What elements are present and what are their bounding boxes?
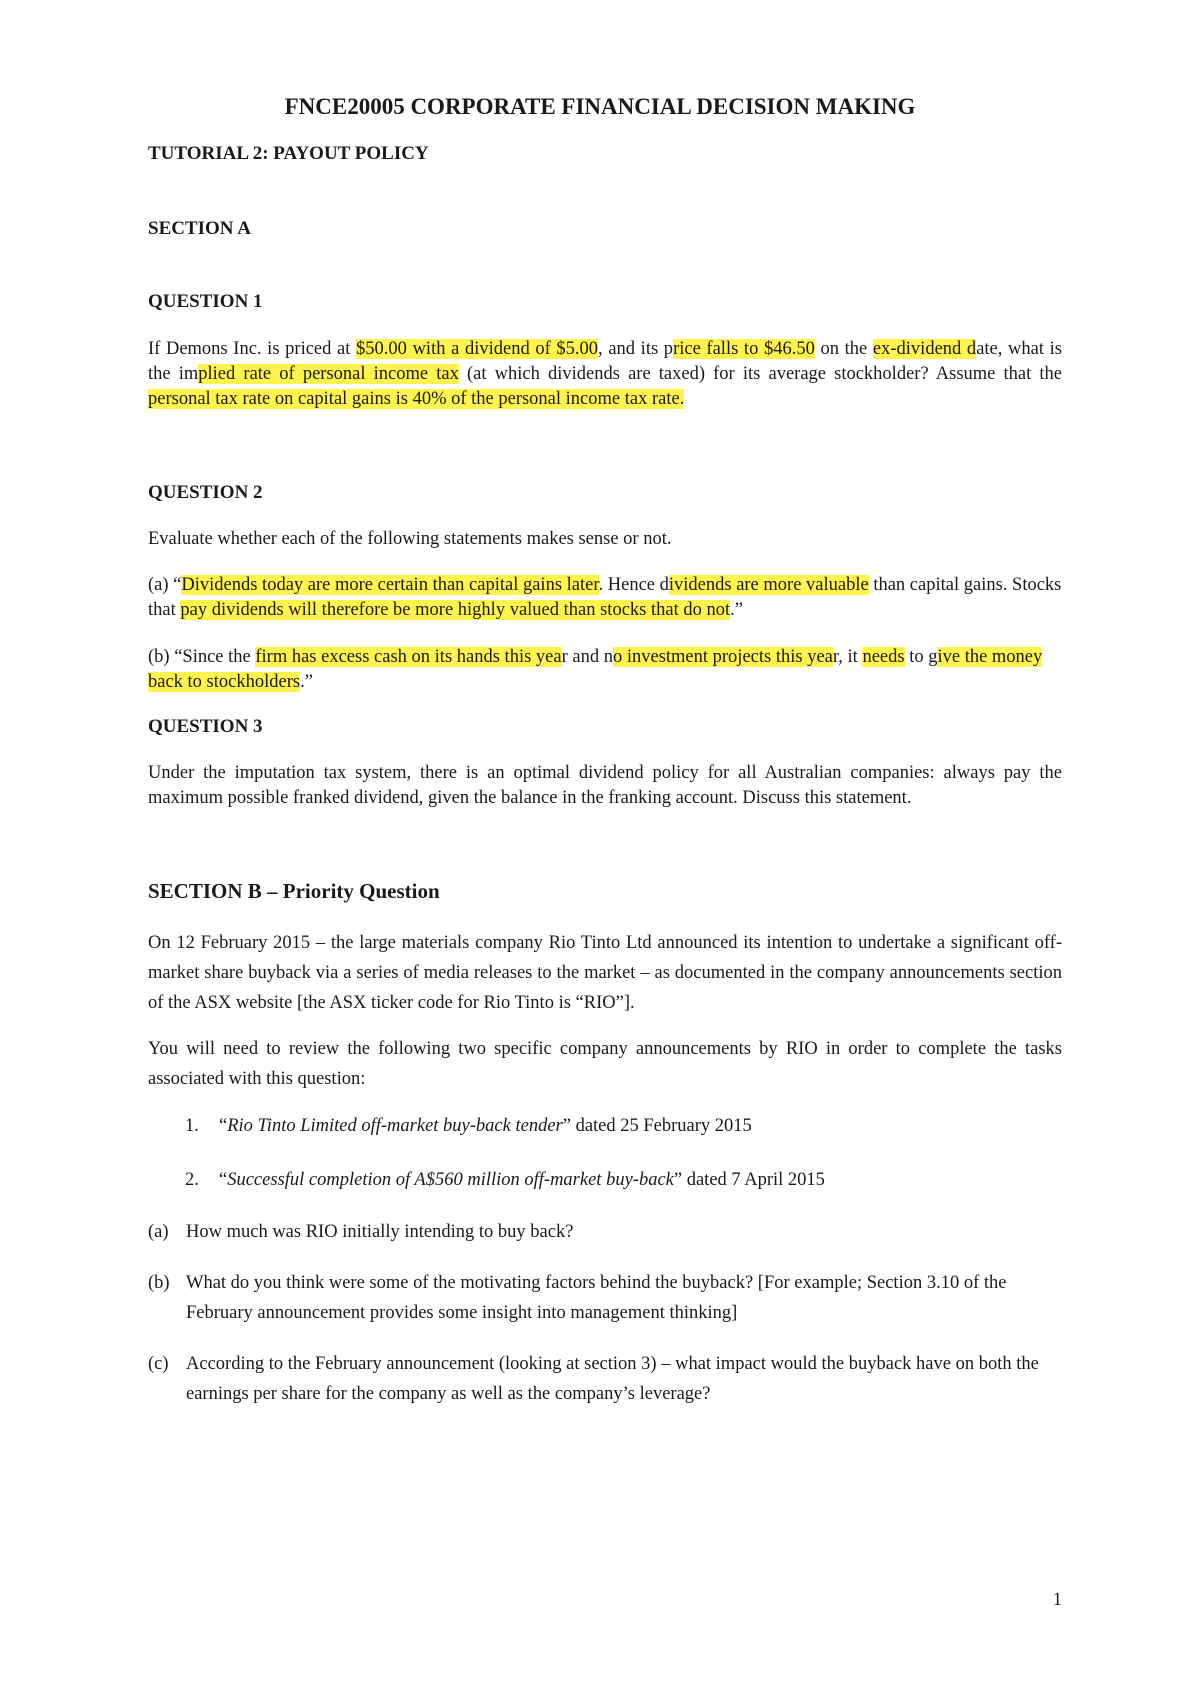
- task-label: (a): [148, 1222, 169, 1242]
- question-3-text: Under the imputation tax system, there is an optimal dividend policy for all Australian companies: always pay the maximum possible franked dividend, given the balance in the franking account. Discuss this statement.: [148, 763, 1062, 808]
- section-a-heading: SECTION A: [148, 218, 251, 239]
- highlight: ividends are more valuable: [668, 575, 869, 595]
- section-b-paragraph-1: On 12 February 2015 – the large materials company Rio Tinto Ltd announced its intention to undertake a significant off-market share buyback via a series of media releases to the market – as documented in the company announcements section of the ASX website [the ASX ticker code for Rio Tinto is “RIO”].: [148, 933, 1062, 1013]
- highlight: $50.00 with a dividend of $5.00: [356, 339, 599, 359]
- highlight: ive the money back to stockholders: [148, 647, 1043, 692]
- highlight: plied rate of personal income tax: [198, 364, 459, 384]
- question-2-intro: Evaluate whether each of the following statements makes sense or not.: [148, 529, 672, 549]
- tutorial-heading: TUTORIAL 2: PAYOUT POLICY: [148, 143, 429, 164]
- highlight: firm has excess cash on its hands this yea: [255, 647, 562, 667]
- highlight: ex-dividend d: [872, 339, 977, 359]
- announcement-title: Successful completion of A$560 million off-market buy-back: [227, 1170, 674, 1190]
- question-2-statement-b: (b) “Since the firm has excess cash on its hands this year and no investment projects this year, it needs to give the money back to stockholders.”: [148, 647, 1043, 692]
- highlight: personal tax rate on capital gains is 40% of the personal income tax rate.: [148, 389, 685, 409]
- page-number: 1: [1052, 1590, 1062, 1610]
- announcement-item: “Rio Tinto Limited off-market buy-back tender” dated 25 February 2015: [219, 1116, 752, 1136]
- section-b-paragraph-2: You will need to review the following two specific company announcements by RIO in order to complete the tasks associated with this question:: [148, 1039, 1062, 1089]
- question-2-statement-a: (a) “Dividends today are more certain than capital gains later. Hence dividends are more valuable than capital gains. Stocks that pay dividends will therefore be more highly valued than stocks that do not.”: [148, 575, 1062, 620]
- highlight: needs: [862, 647, 905, 667]
- announcement-number: 2.: [185, 1170, 199, 1190]
- document-title: FNCE20005 CORPORATE FINANCIAL DECISION MAKING: [284, 94, 916, 119]
- announcement-title: Rio Tinto Limited off-market buy-back tender: [227, 1116, 563, 1136]
- question-2-heading: QUESTION 2: [148, 482, 263, 503]
- task-label: (b): [148, 1273, 170, 1293]
- task-text: What do you think were some of the motivating factors behind the buyback? [For example; Section 3.10 of the February announcement provides some insight into management thinking]: [186, 1273, 1007, 1323]
- task-text: How much was RIO initially intending to buy back?: [186, 1222, 574, 1242]
- announcement-number: 1.: [185, 1116, 199, 1136]
- task-text: According to the February announcement (looking at section 3) – what impact would the buyback have on both the earnings per share for the company as well as the company’s leverage?: [186, 1354, 1039, 1404]
- highlight: rice falls to $46.50: [673, 339, 815, 359]
- task-label: (c): [148, 1354, 169, 1374]
- question-1-heading: QUESTION 1: [148, 291, 263, 312]
- highlight: o investment projects this yea: [612, 647, 833, 667]
- question-3-heading: QUESTION 3: [148, 716, 263, 737]
- highlight: pay dividends will therefore be more highly valued than stocks that do not: [180, 600, 731, 620]
- section-b-heading: SECTION B – Priority Question: [148, 879, 440, 903]
- question-1-text: If Demons Inc. is priced at $50.00 with a dividend of $5.00, and its price falls to $46.50 on the ex-dividend date, what is the implied rate of personal income tax (at which dividends are taxed) for its average stockholder? Assume that the personal tax rate on capital gains is 40% of the personal income tax rate.: [148, 339, 1063, 409]
- announcement-item: “Successful completion of A$560 million off-market buy-back” dated 7 April 2015: [219, 1170, 825, 1190]
- highlight: Dividends today are more certain than capital gains later: [181, 575, 599, 595]
